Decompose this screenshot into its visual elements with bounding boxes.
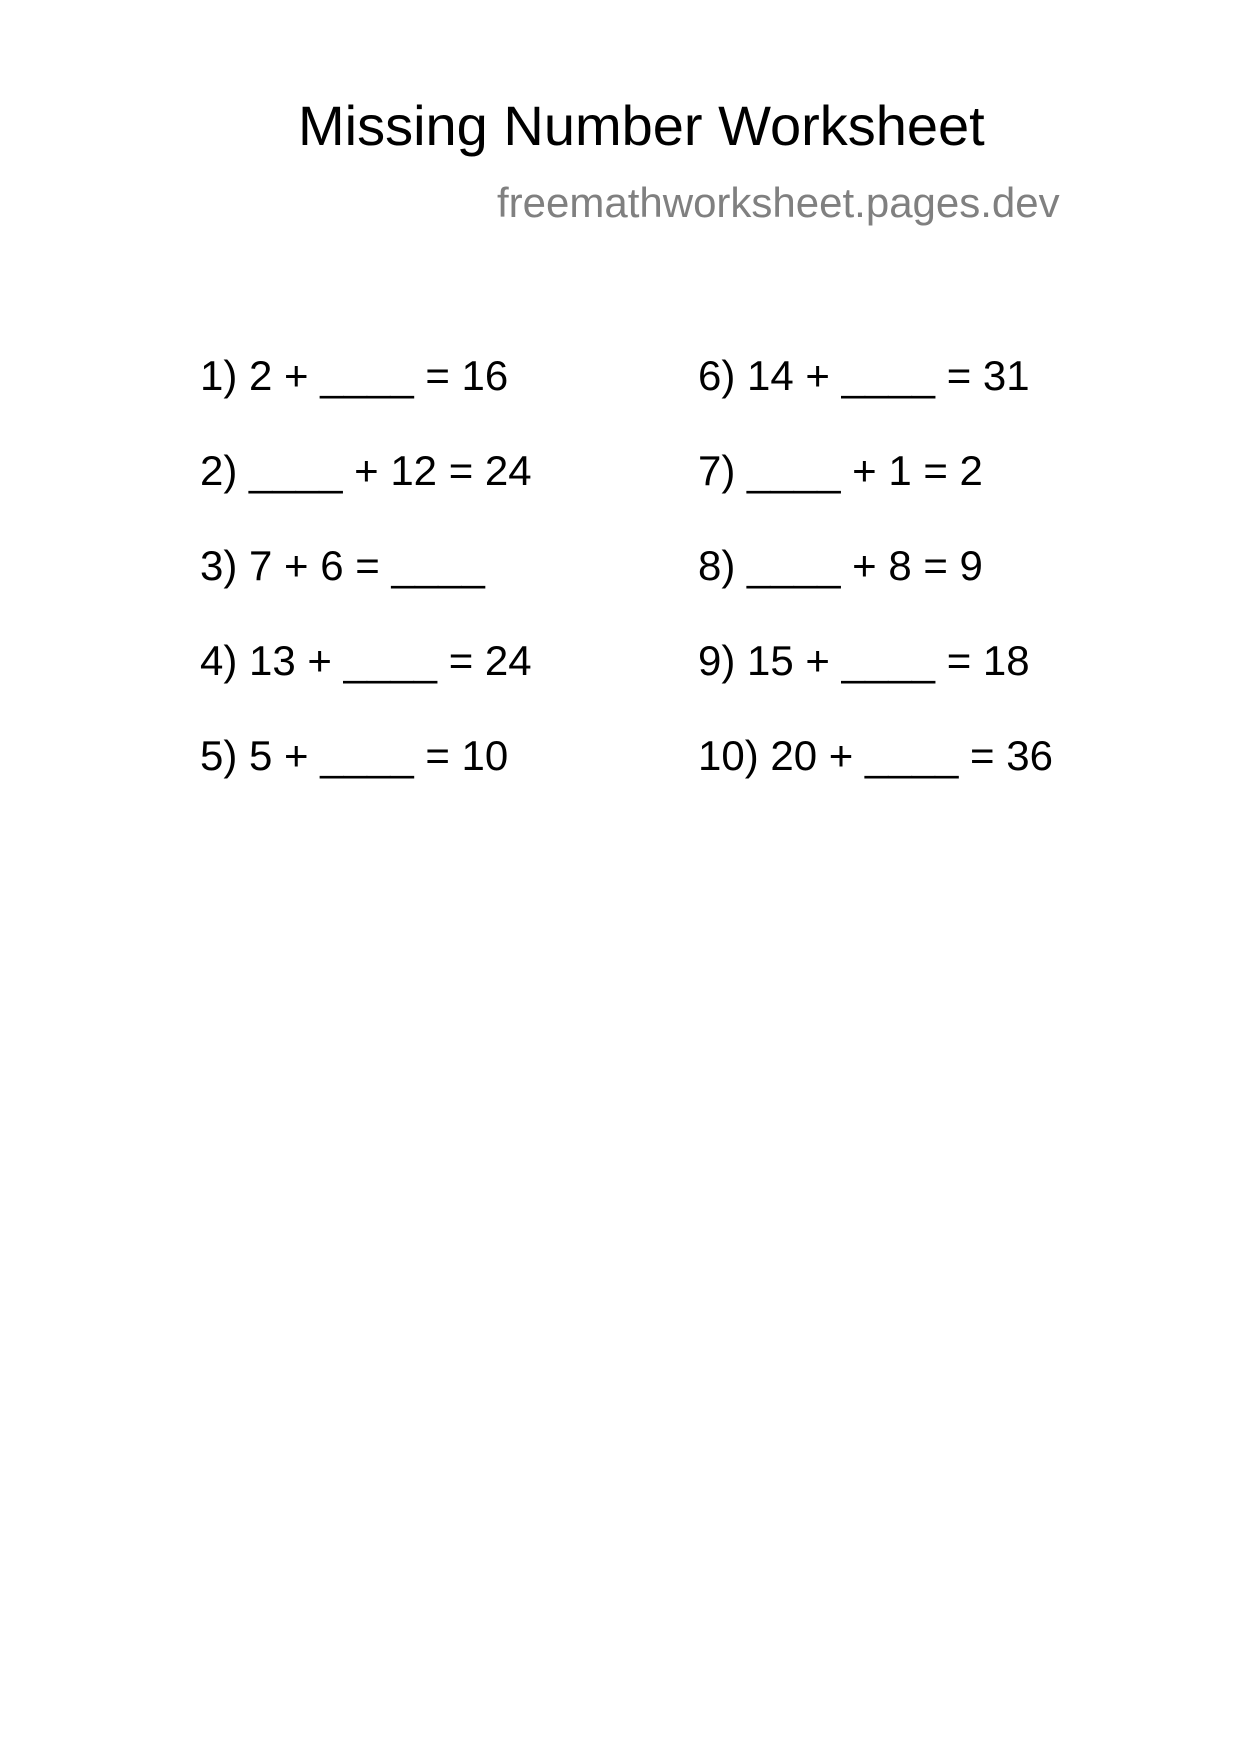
problem-3: 3) 7 + 6 = ____ — [200, 542, 485, 589]
problem-4: 4) 13 + ____ = 24 — [200, 637, 532, 684]
problem-5: 5) 5 + ____ = 10 — [200, 732, 509, 779]
problem-2: 2) ____ + 12 = 24 — [200, 447, 532, 494]
problem-7: 7) ____ + 1 = 2 — [698, 447, 983, 494]
problem-8: 8) ____ + 8 = 9 — [698, 542, 983, 589]
problem-1: 1) 2 + ____ = 16 — [200, 352, 509, 399]
problem-10: 10) 20 + ____ = 36 — [698, 732, 1053, 779]
worksheet-source-url: freemathworksheet.pages.dev — [497, 179, 1060, 226]
problem-9: 9) 15 + ____ = 18 — [698, 637, 1030, 684]
problem-6: 6) 14 + ____ = 31 — [698, 352, 1030, 399]
worksheet-title: Missing Number Worksheet — [298, 94, 985, 157]
